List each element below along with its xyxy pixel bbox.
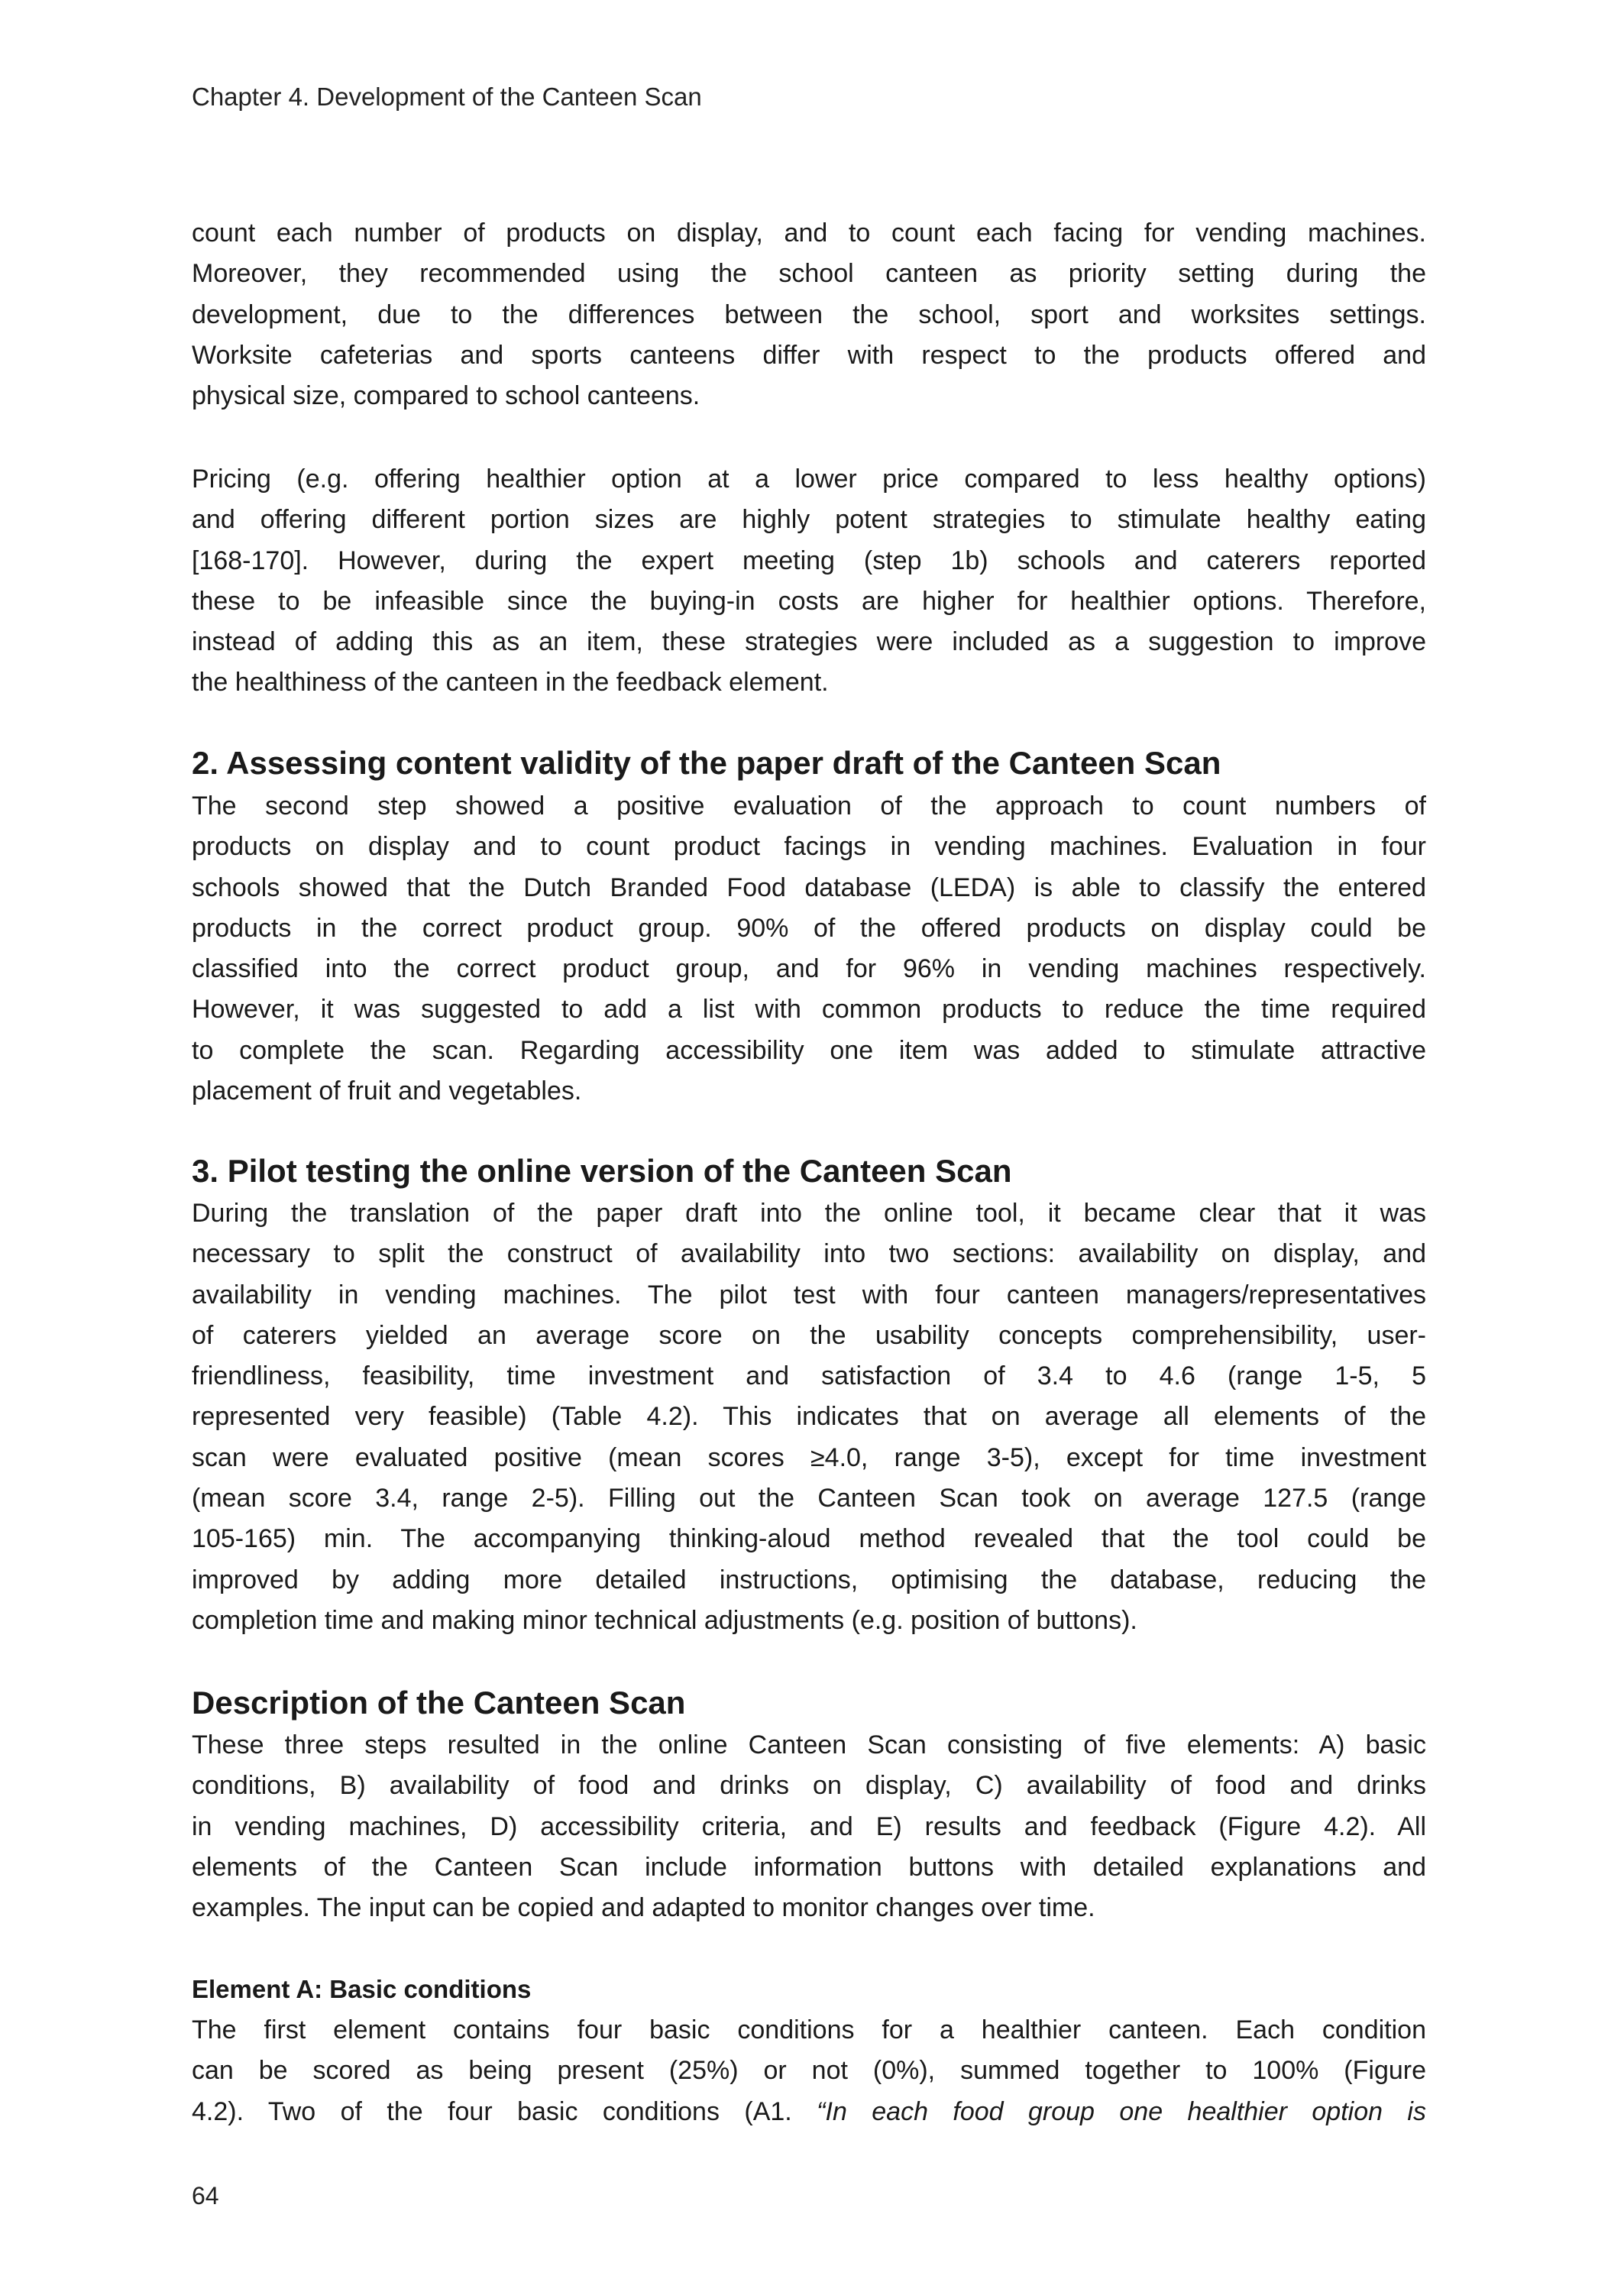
- text-line: [192, 2092, 1426, 2132]
- section-heading: 2. Assessing content validity of the paper draft of the Canteen Scan: [192, 745, 1221, 781]
- text-line: to complete the scan. Regarding accessibility one item was added to stimulate attractive: [192, 1035, 1426, 1065]
- section-heading: 3. Pilot testing the online version of the Canteen Scan: [192, 1153, 1012, 1189]
- text-line: The first element contains four basic conditions for a healthier canteen. Each condition: [192, 2015, 1426, 2044]
- text-line: (mean score 3.4, range 2-5). Filling out the Canteen Scan took on average 127.5 (range: [192, 1484, 1426, 1513]
- page-number: 64: [192, 2182, 219, 2209]
- text-line: products on display and to count product facings in vending machines. Evaluation in four: [192, 832, 1426, 862]
- text-plain: 4.2). Two of the four basic conditions (A1.: [192, 2096, 817, 2126]
- paragraph: [192, 1725, 1426, 1928]
- text-line: availability in vending machines. The pilot test with four canteen managers/representatives: [192, 1280, 1426, 1309]
- text-line: the healthiness of the canteen in the feedback element.: [192, 668, 829, 698]
- subsection-heading: Element A: Basic conditions: [192, 1975, 532, 2003]
- paragraph: [192, 2010, 1426, 2132]
- text-italic-quote: “In each food group one healthier option is: [817, 2096, 1426, 2126]
- text-line: instead of adding this as an item, these strategies were included as a suggestion to improve: [192, 627, 1426, 657]
- text-line: development, due to the differences between the school, sport and worksites settings.: [192, 299, 1426, 329]
- text-line: classified into the correct product group, and for 96% in vending machines respectively.: [192, 954, 1426, 984]
- text-line: conditions, B) availability of food and drinks on display, C) availability of food and drinks: [192, 1771, 1426, 1801]
- text-line: These three steps resulted in the online Canteen Scan consisting of five elements: A) basic: [192, 1730, 1426, 1759]
- text-line: these to be infeasible since the buying-in costs are higher for healthier options. Therefore,: [192, 586, 1426, 616]
- text-line: physical size, compared to school canteens.: [192, 381, 700, 411]
- text-line: elements of the Canteen Scan include information buttons with detailed explanations and: [192, 1852, 1426, 1882]
- chapter-title: Development of the Canteen Scan: [316, 83, 702, 111]
- text-line: [168-170]. However, during the expert meeting (step 1b) schools and caterers reported: [192, 545, 1426, 575]
- text-line: However, it was suggested to add a list with common products to reduce the time required: [192, 995, 1426, 1025]
- text-line: products in the correct product group. 90% of the offered products on display could be: [192, 913, 1426, 943]
- text-line: examples. The input can be copied and adapted to monitor changes over time.: [192, 1893, 1095, 1923]
- text-line: and offering different portion sizes are highly potent strategies to stimulate healthy eating: [192, 505, 1426, 535]
- text-line: The second step showed a positive evaluation of the approach to count numbers of: [192, 792, 1426, 821]
- text-line: of caterers yielded an average score on the usability concepts comprehensibility, user-: [192, 1320, 1426, 1350]
- text-line: 105-165) min. The accompanying thinking-aloud method revealed that the tool could be: [192, 1524, 1426, 1554]
- text-line: Worksite cafeterias and sports canteens differ with respect to the products offered and: [192, 340, 1426, 370]
- text-line: improved by adding more detailed instructions, optimising the database, reducing the: [192, 1565, 1426, 1594]
- section-heading: Description of the Canteen Scan: [192, 1685, 686, 1721]
- text-line: schools showed that the Dutch Branded Food database (LEDA) is able to classify the entered: [192, 872, 1426, 902]
- text-line: scan were evaluated positive (mean scores ≥4.0, range 3-5), except for time investment: [192, 1442, 1426, 1472]
- paragraph: [192, 459, 1426, 704]
- paragraph: [192, 1193, 1426, 1641]
- text-line: in vending machines, D) accessibility criteria, and E) results and feedback (Figure 4.2). All: [192, 1811, 1426, 1841]
- text-line: friendliness, feasibility, time investment and satisfaction of 3.4 to 4.6 (range 1-5, 5: [192, 1361, 1426, 1391]
- text-line: necessary to split the construct of availability into two sections: availability on display, and: [192, 1239, 1426, 1269]
- text-line: count each number of products on display, and to count each facing for vending machines.: [192, 219, 1426, 248]
- text-line: represented very feasible) (Table 4.2). This indicates that on average all elements of the: [192, 1402, 1426, 1432]
- text-line: Pricing (e.g. offering healthier option at a lower price compared to less healthy options): [192, 465, 1426, 494]
- paragraph: [192, 213, 1426, 416]
- running-head: [192, 83, 1426, 112]
- text-line: During the translation of the paper draft into the online tool, it became clear that it was: [192, 1199, 1426, 1228]
- text-line: completion time and making minor technical adjustments (e.g. position of buttons).: [192, 1605, 1137, 1635]
- chapter-number: Chapter 4.: [192, 83, 310, 111]
- text-line: can be scored as being present (25%) or not (0%), summed together to 100% (Figure: [192, 2056, 1426, 2086]
- text-line: placement of fruit and vegetables.: [192, 1076, 582, 1106]
- text-line: Moreover, they recommended using the school canteen as priority setting during the: [192, 259, 1426, 289]
- paragraph: [192, 786, 1426, 1112]
